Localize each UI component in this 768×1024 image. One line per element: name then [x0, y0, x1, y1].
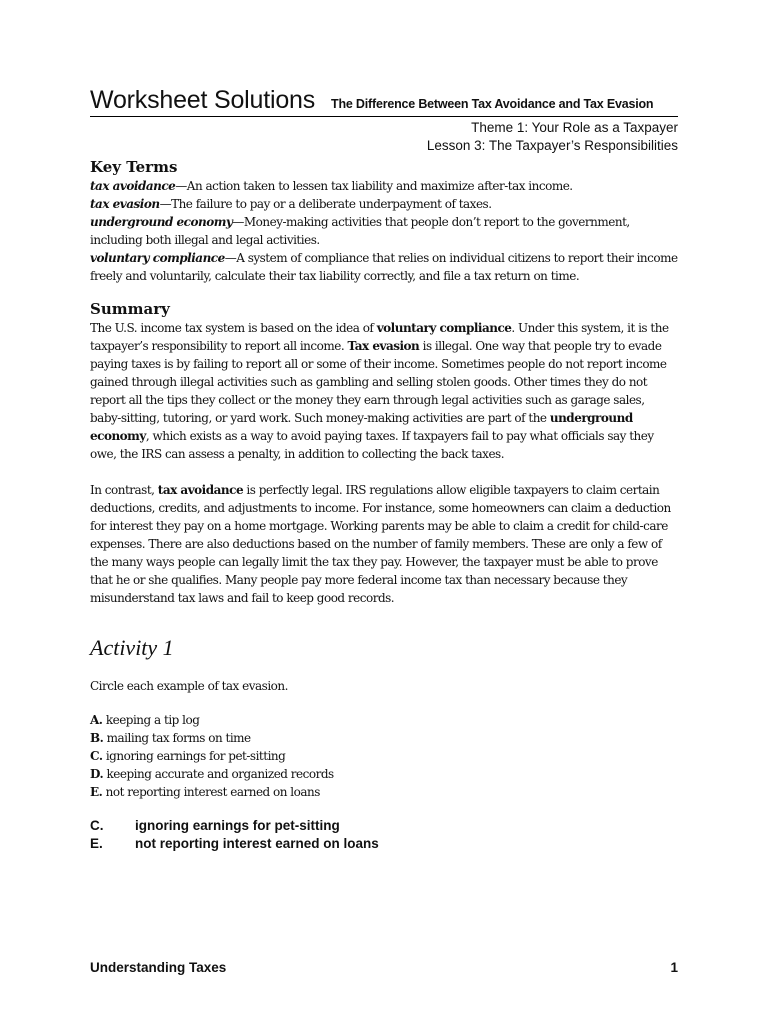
key-term-item	[90, 177, 678, 195]
term-name: voluntary compliance	[90, 251, 225, 265]
option-item	[90, 783, 678, 801]
answer-text: not reporting interest earned on loans	[135, 836, 379, 851]
summary-paragraph-2	[90, 481, 678, 607]
key-term-item	[90, 213, 678, 249]
term-definition: —An action taken to lessen tax liability and maximize after-tax income.	[175, 179, 573, 193]
text-run: is perfectly legal. IRS regulations allow eligible taxpayers to claim certain deductions, credits, and adjustments to income. For instance, some homeowners can claim a deduction for interest they pay on a home mortgage. Working parents may be able to claim a credit for child-care expenses. There are also deductions based on the number of family members. These are only a few of the many ways people can legally limit the tax they pay. However, the taxpayer must be able to prove that he or she qualifies. Many people pay more federal income tax than necessary because they misunderstand tax laws and fail to keep good records.	[90, 483, 671, 605]
bold-term: Tax evasion	[347, 339, 420, 353]
answer-item	[90, 835, 678, 853]
key-terms-list	[90, 177, 678, 285]
option-item	[90, 729, 678, 747]
theme-lesson-block	[90, 119, 678, 155]
text-run: . Under this system, it is the taxpayer’s responsibility to report all income.	[90, 321, 669, 353]
footer-title: Understanding Taxes	[90, 960, 227, 975]
bold-term: tax avoidance	[157, 483, 244, 497]
bold-term: underground economy	[90, 411, 633, 443]
option-text: not reporting interest earned on loans	[102, 785, 320, 799]
option-item	[90, 765, 678, 783]
text-run: In contrast,	[90, 483, 158, 497]
key-terms-heading: Key Terms	[90, 158, 178, 176]
page-content	[90, 86, 678, 853]
term-definition: —The failure to pay or a deliberate underpayment of taxes.	[159, 197, 492, 211]
answer-item	[90, 817, 678, 835]
summary-paragraph-1	[90, 319, 678, 463]
option-letter: E.	[90, 785, 103, 799]
title-row	[90, 86, 678, 117]
option-item	[90, 747, 678, 765]
option-letter: D.	[90, 767, 104, 781]
option-text: ignoring earnings for pet-sitting	[102, 749, 286, 763]
option-letter: C.	[90, 749, 103, 763]
answer-letter: E.	[90, 836, 103, 851]
page-number: 1	[670, 960, 678, 975]
worksheet-subtitle: The Difference Between Tax Avoidance and Tax Evasion	[331, 97, 654, 111]
term-name: tax avoidance	[90, 179, 176, 193]
option-text: keeping accurate and organized records	[103, 767, 334, 781]
activity-heading: Activity 1	[90, 635, 174, 660]
answer-list	[90, 817, 678, 853]
theme-line: Theme 1: Your Role as a Taxpayer	[471, 120, 678, 135]
worksheet-title: Worksheet Solutions	[90, 86, 316, 114]
text-run: The U.S. income tax system is based on the idea of	[90, 321, 377, 335]
term-definition: —Money-making activities that people don’t report to the government, including both illegal and legal activities.	[90, 215, 630, 247]
bold-term: voluntary compliance	[376, 321, 512, 335]
key-term-item	[90, 249, 678, 285]
option-text: mailing tax forms on time	[103, 731, 251, 745]
activity-prompt: Circle each example of tax evasion.	[90, 679, 288, 693]
term-definition: —A system of compliance that relies on individual citizens to report their income freely and voluntarily, calculate their tax liability correctly, and file a tax return on time.	[90, 251, 678, 283]
option-letter: A.	[90, 713, 103, 727]
text-run: , which exists as a way to avoid paying taxes. If taxpayers fail to pay what officials say they owe, the IRS can assess a penalty, in addition to collecting the back taxes.	[90, 429, 654, 461]
answer-letter: C.	[90, 818, 104, 833]
answer-text: ignoring earnings for pet-sitting	[135, 818, 340, 833]
lesson-line: Lesson 3: The Taxpayer’s Responsibilities	[426, 138, 678, 153]
term-name: tax evasion	[90, 197, 160, 211]
summary-heading: Summary	[90, 300, 170, 318]
page-footer	[90, 960, 678, 975]
option-text: keeping a tip log	[102, 713, 200, 727]
text-run: is illegal. One way that people try to evade paying taxes is by failing to report all or some of their income. Sometimes people do not report income gained through illegal activities such as gambling and selling stolen goods. Other times they do not report all the tips they collect or the money they earn through legal activities such as garage sales, baby-sitting, tutoring, or yard work. Such money-making activities are part of the	[90, 339, 667, 425]
term-name: underground economy	[90, 215, 233, 229]
option-letter: B.	[90, 731, 104, 745]
option-item	[90, 711, 678, 729]
key-term-item	[90, 195, 678, 213]
option-list	[90, 711, 678, 801]
